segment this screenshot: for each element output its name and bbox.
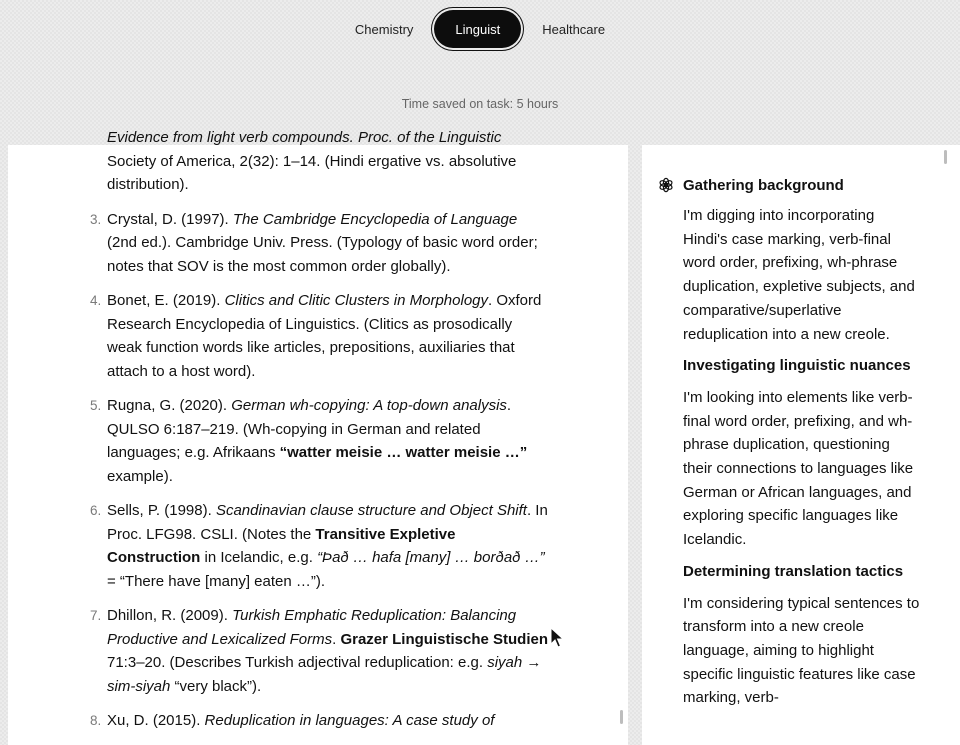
reference-details-end: example). <box>107 467 173 485</box>
reference-details-end: = “There have [many] eaten …”). <box>107 572 326 590</box>
reference-arrow: → <box>522 654 542 671</box>
reference-example-word: siyah <box>487 654 523 671</box>
activity-text: I'm considering typical sentences to transform into a new creole language, aiming to highlight specific linguistic features like case marking, verb- <box>683 594 920 707</box>
reference-title: Clitics and Clitic Clusters in Morphology <box>224 292 489 309</box>
reference-details-end: “very black”). <box>170 677 262 695</box>
reference-item-3 <box>8 208 548 279</box>
openai-logo-icon <box>657 176 675 194</box>
reference-example: “Það … hafa [many] … borðað …” <box>317 549 545 566</box>
reference-partial-line2: Society of America, 2(32): 1–14. (Hindi ergative vs. absolutive <box>107 152 517 170</box>
reference-item-5 <box>8 394 548 488</box>
reference-partial-line3: distribution). <box>107 176 189 193</box>
reference-details: . Oxford Research Encyclopedia of Linguistics. (Clitics as prosodically weak function words like articles, prepositions, auxiliaries that attach to a host word). <box>107 292 542 380</box>
reference-term: Transitive Expletive Construction <box>107 525 456 566</box>
activity-section-title: Determining translation tactics <box>683 562 904 580</box>
reference-details-mid: 71:3–20. (Describes Turkish adjectival reduplication: e.g. <box>107 654 488 671</box>
activity-panel <box>642 145 960 745</box>
reference-example: “watter meisie … watter meisie …” <box>279 444 528 461</box>
reference-journal: Grazer Linguistische Studien <box>340 630 548 648</box>
reference-title: The Cambridge Encyclopedia of Language <box>232 210 518 228</box>
reference-item-partial <box>8 126 548 197</box>
activity-text: I'm digging into incorporating Hindi's case marking, verb-final word order, prefixing, wh-phrase duplication, expletive subjects, and comparative/superlative reduplication into a new creole. <box>683 207 915 343</box>
reference-details: . In Proc. LFG98. CSLI. (Notes the <box>107 502 548 543</box>
tab-healthcare[interactable]: Healthcare <box>542 21 606 37</box>
reference-title: Turkish Emphatic Reduplication: Balancing Productive and Lexicalized Forms <box>107 607 517 648</box>
reference-title: Reduplication in languages: A case study of <box>204 712 495 729</box>
activity-section-title: Investigating linguistic nuances <box>683 357 911 375</box>
reference-number: 5. <box>90 398 102 413</box>
reference-details: . QULSO 6:187–219. (Wh-copying in German and related languages; e.g. Afrikaans <box>107 397 512 461</box>
reference-details-mid: in Icelandic, e.g. <box>200 549 318 566</box>
references-list <box>8 126 628 744</box>
reference-author: Crystal, D. (1997). <box>107 210 233 228</box>
reference-author: Sells, P. (1998). <box>107 502 216 519</box>
reference-partial-line1: Evidence from light verb compounds. Proc. of the Linguistic <box>107 129 502 146</box>
reference-number: 4. <box>90 293 102 308</box>
activity-text: I'm looking into elements like verb-final word order, prefixing, and wh-phrase duplication, questioning their connections to languages like German or African languages, and exploring specific languages like Icelandic. <box>683 388 914 549</box>
reference-author: Dhillon, R. (2009). <box>107 607 233 624</box>
reference-author: Rugna, G. (2020). <box>107 397 232 414</box>
tab-linguist[interactable]: Linguist <box>434 10 521 48</box>
reference-title: Scandinavian clause structure and Object Shift <box>215 502 527 519</box>
activity-header <box>657 176 844 194</box>
reference-item-4 <box>8 289 548 383</box>
time-saved-label: Time saved on task: 5 hours <box>401 97 559 111</box>
reference-item-7 <box>8 604 548 698</box>
reference-details: (2nd ed.). Cambridge Univ. Press. (Typology of basic word order; notes that SOV is the most common order globally). <box>107 234 538 275</box>
activity-scrollbar[interactable] <box>944 150 947 164</box>
reference-author: Bonet, E. (2019). <box>107 292 225 309</box>
activity-content <box>683 204 923 718</box>
references-scrollbar[interactable] <box>620 710 623 724</box>
mouse-cursor-icon <box>550 627 564 649</box>
mode-tabs <box>0 8 960 50</box>
reference-number: 7. <box>90 608 102 623</box>
reference-number: 6. <box>90 503 102 518</box>
reference-details: . <box>332 630 341 648</box>
reference-number: 8. <box>90 713 102 728</box>
reference-title: German wh-copying: A top-down analysis <box>231 397 507 414</box>
activity-header-title: Gathering background <box>683 176 844 194</box>
reference-item-8 <box>8 709 548 733</box>
tab-chemistry[interactable]: Chemistry <box>354 21 414 37</box>
reference-author: Xu, D. (2015). <box>107 712 205 729</box>
references-panel <box>8 129 628 745</box>
reference-item-6 <box>8 499 548 593</box>
reference-number: 3. <box>90 211 102 227</box>
reference-example-reduplicated: sim-siyah <box>107 677 171 695</box>
